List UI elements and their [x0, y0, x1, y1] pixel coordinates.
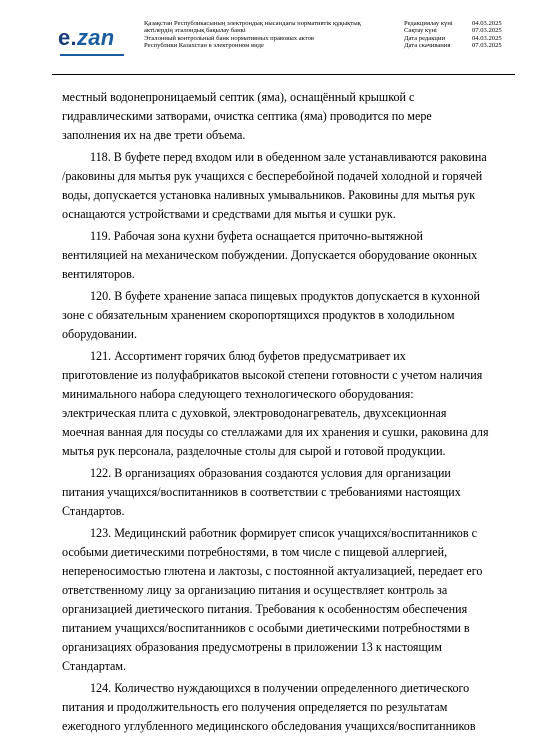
- text-line: местный водонепроницаемый септик (яма), оснащённый крышкой с: [62, 90, 415, 104]
- text-line: особыми диетическими потребностями, в том числе с пищевой аллергией,: [62, 545, 448, 559]
- meta-value: 04.03.2025: [472, 20, 502, 27]
- meta-value: 07.03.2025: [472, 27, 502, 35]
- meta-row: [404, 27, 557, 34]
- text-line: минимального набора следующего технологического оборудования:: [62, 387, 414, 401]
- document-header: [52, 14, 515, 72]
- paragraph-124: [62, 679, 510, 736]
- meta-row: [404, 20, 557, 27]
- text-line: 121. Ассортимент горячих блюд буфетов предусматривает их: [90, 349, 406, 363]
- meta-label: Редакциялау күні: [404, 20, 453, 27]
- text-line: 124. Количество нуждающихся в получении определенного диетического: [90, 681, 470, 695]
- text-line: воды, допускается установка наливных умывальников. Раковины для мытья рук: [62, 188, 476, 202]
- paragraph-119: [62, 227, 510, 284]
- text-line: заполнения их на две трети объема.: [62, 128, 246, 142]
- text-line: организацией диетического питания. Требования к особенностям обеспечения: [62, 602, 468, 616]
- text-line: 120. В буфете хранение запаса пищевых продуктов допускается в кухонной: [90, 289, 481, 303]
- text-line: /раковины для мытья рук учащихся с бесперебойной подачей холодной и горячей: [62, 169, 483, 183]
- text-line: 118. В буфете перед входом или в обеденном зале устанавливаются раковина: [90, 150, 487, 164]
- header-title-line: Қазақстан Республикасының электрондық нысандағы нормативтік құқықтық: [144, 20, 361, 27]
- text-line: зоне с обязательным хранением скоропортящихся продуктов в холодильном: [62, 308, 455, 322]
- meta-row: [404, 35, 557, 42]
- text-line: питанием учащихся/воспитанников с особыми диетическими потребностями в: [62, 621, 470, 635]
- logo-dot: .: [70, 25, 77, 50]
- logo-underline: [60, 54, 124, 56]
- text-line: моечная ванная для посуды со стеллажами для их хранения и сушки, раковина для: [62, 425, 489, 439]
- text-line: 123. Медицинский работник формирует список учащихся/воспитанников с: [90, 526, 477, 540]
- text-line: вентиляторов.: [62, 267, 135, 281]
- text-line: приготовление из полуфабрикатов высокой степени готовности с учетом наличия: [62, 368, 483, 382]
- paragraph-122: [62, 464, 510, 521]
- text-line: электрическая плита с духовкой, электроводонагреватель, двухсекционная: [62, 406, 447, 420]
- paragraph: [62, 88, 510, 145]
- text-line: ежегодного углубленного медицинского обследования учащихся/воспитанников: [62, 719, 476, 733]
- header-meta: [404, 20, 557, 50]
- logo-e: e: [58, 25, 71, 50]
- paragraph-123: [62, 524, 510, 676]
- text-line: Стандартам.: [62, 659, 127, 673]
- text-line: оборудовании.: [62, 327, 137, 341]
- logo-zan: zan: [76, 25, 115, 50]
- header-title-line: Республики Казахстан в электронном виде: [144, 42, 264, 50]
- document-body: [62, 88, 510, 739]
- text-line: 122. В организациях образования создаются условия для организации: [90, 466, 451, 480]
- text-line: питания и продолжительность его получения определяется по результатам: [62, 700, 448, 714]
- header-title-line: актілердің эталондық бақылау банкі: [144, 27, 246, 35]
- meta-value: 04.03.2025: [472, 34, 502, 42]
- header-title-line: Эталонный контрольный банк нормативных правовых актов: [144, 34, 314, 42]
- meta-row: [404, 42, 557, 49]
- text-line: гидравлическими затворами, очистка септика (яма) проводится по мере: [62, 109, 432, 123]
- meta-label: Сақтау күні: [404, 27, 437, 35]
- text-line: организациях образования предусмотрены в приложении 13 к настоящим: [62, 640, 442, 654]
- paragraph-118: [62, 148, 510, 224]
- meta-value: 07.03.2025: [472, 42, 502, 50]
- text-line: оснащаются устройствами и средствами для мытья и сушки рук.: [62, 207, 396, 221]
- header-title: [144, 20, 374, 50]
- header-divider: [52, 74, 515, 75]
- ezan-logo[interactable]: [58, 27, 115, 49]
- paragraph-121: [62, 347, 510, 461]
- text-line: питания учащихся/воспитанников в соответствии с требованиями настоящих: [62, 485, 461, 499]
- text-line: Стандартов.: [62, 504, 125, 518]
- text-line: вентиляцией на механическом побуждении. Допускается оборудование оконных: [62, 248, 478, 262]
- text-line: 119. Рабочая зона кухни буфета оснащается приточно-вытяжной: [90, 229, 423, 243]
- text-line: непереносимостью глютена и лактозы, с постоянной актуализацией, передает его: [62, 564, 483, 578]
- text-line: ответственному лицу за организацию питания и осуществляет контроль за: [62, 583, 448, 597]
- meta-label: Дата редакции: [404, 34, 445, 42]
- meta-label: Дата скачивания: [404, 42, 451, 50]
- paragraph-120: [62, 287, 510, 344]
- text-line: мытья рук персонала, разделочные столы для сырой и готовой продукции.: [62, 444, 446, 458]
